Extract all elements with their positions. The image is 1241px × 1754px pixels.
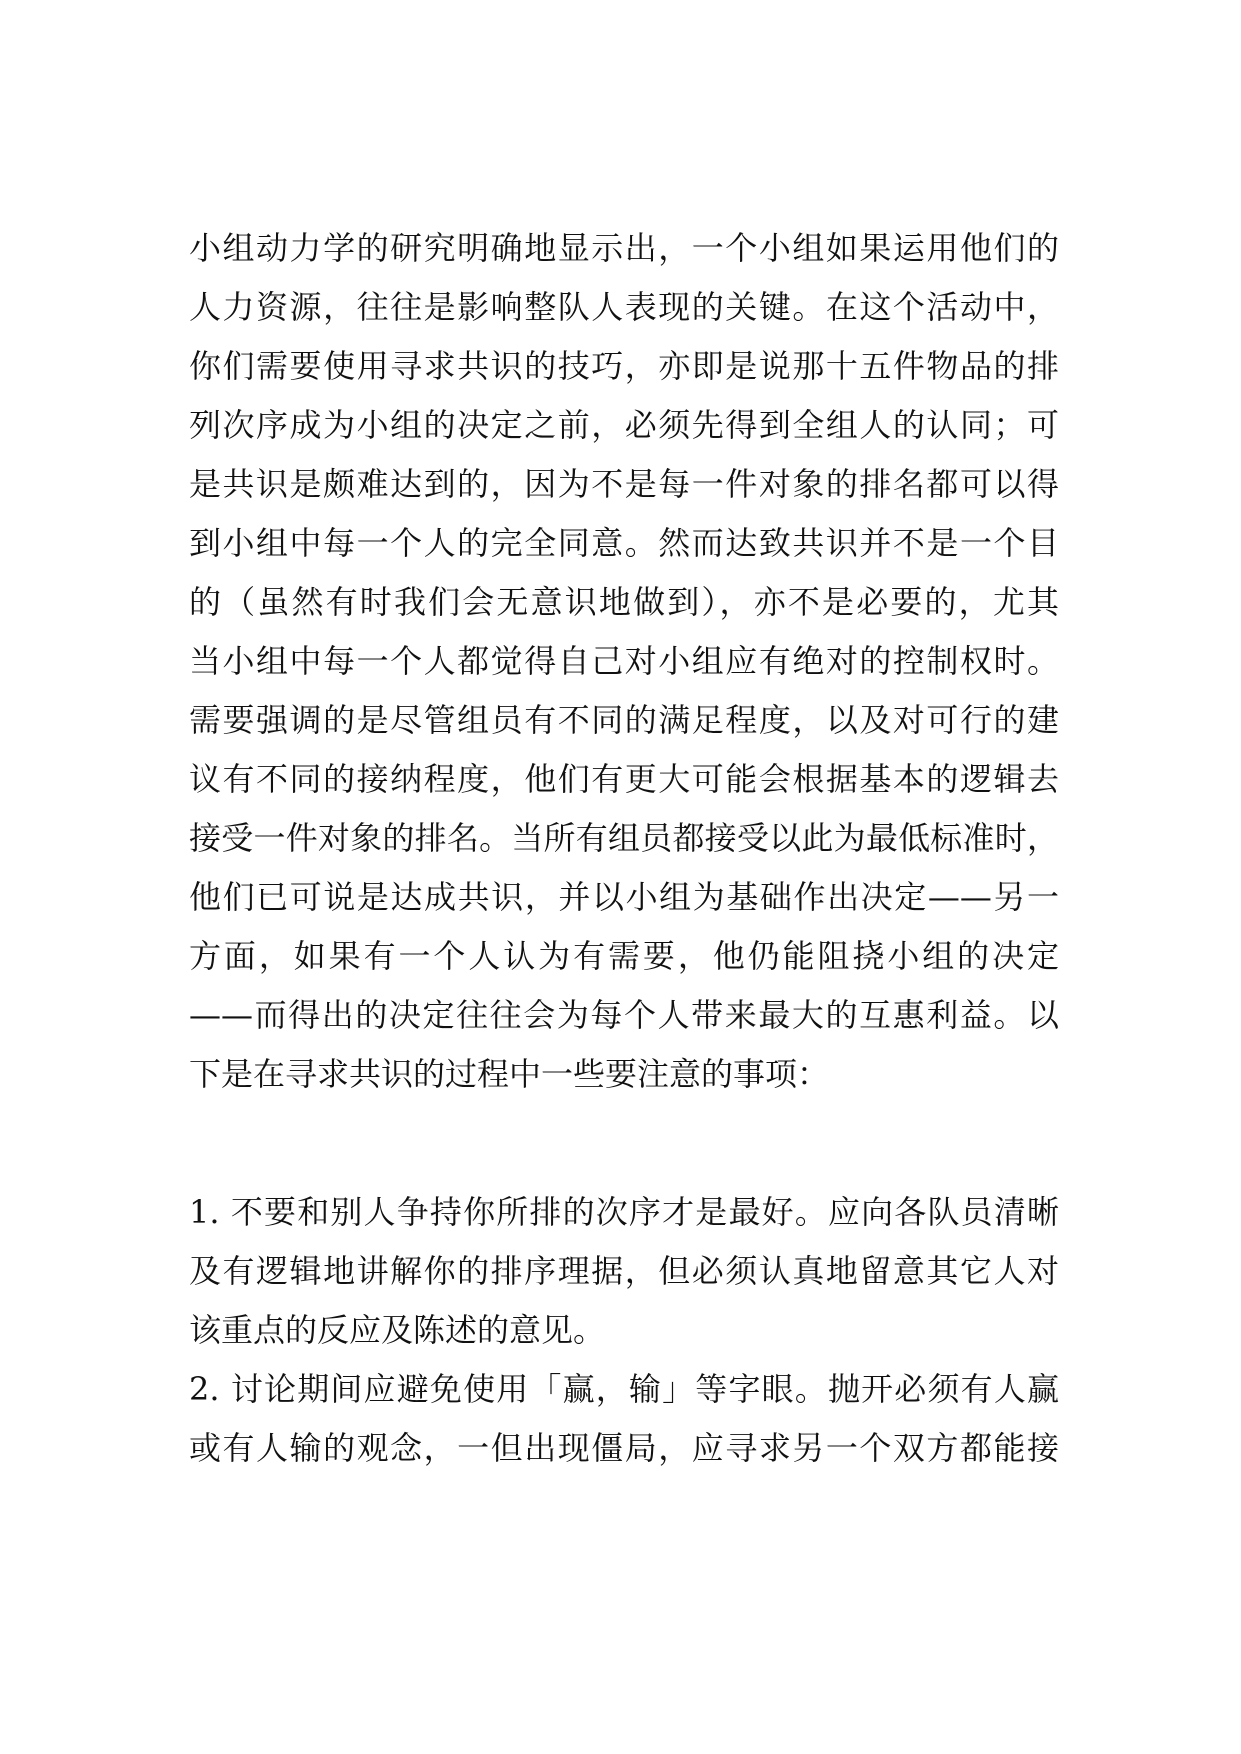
- text-line: ——而得出的决定往往会为每个人带来最大的互惠利益。以: [189, 996, 1059, 1034]
- list-item-2-line: 或有人输的观念，一但出现僵局，应寻求另一个双方都能接: [189, 1429, 1059, 1467]
- text-line: 列次序成为小组的决定之前，必须先得到全组人的认同；可: [189, 406, 1059, 444]
- text-line: 小组动力学的研究明确地显示出，一个小组如果运用他们的: [189, 229, 1059, 267]
- paragraph-consensus-intro: [189, 219, 1059, 1104]
- list-item-1-line: 及有逻辑地讲解你的排序理据，但必须认真地留意其它人对: [189, 1252, 1059, 1290]
- text-line: 方面，如果有一个人认为有需要，他仍能阻挠小组的决定: [189, 937, 1059, 975]
- text-line: 议有不同的接纳程度，他们有更大可能会根据基本的逻辑去: [189, 760, 1059, 798]
- text-line: 是共识是颇难达到的，因为不是每一件对象的排名都可以得: [189, 465, 1059, 503]
- text-line: 下是在寻求共识的过程中一些要注意的事项：: [189, 1055, 830, 1093]
- text-line: 你们需要使用寻求共识的技巧，亦即是说那十五件物品的排: [189, 347, 1059, 385]
- text-line: 需要强调的是尽管组员有不同的满足程度，以及对可行的建: [189, 701, 1059, 739]
- list-item-1-line: 该重点的反应及陈述的意见。: [189, 1311, 606, 1349]
- text-line: 人力资源，往往是影响整队人表现的关键。在这个活动中，: [189, 288, 1059, 326]
- text-line: 接受一件对象的排名。当所有组员都接受以此为最低标准时，: [189, 819, 1059, 857]
- text-line: 他们已可说是达成共识，并以小组为基础作出决定——另一: [189, 878, 1059, 916]
- consensus-tips-list: [189, 1183, 1059, 1478]
- list-item-2-line: 2. 讨论期间应避免使用「赢，输」等字眼。抛开必须有人赢: [189, 1370, 1059, 1408]
- text-line: 到小组中每一个人的完全同意。然而达致共识并不是一个目: [189, 524, 1059, 562]
- text-line: 当小组中每一个人都觉得自己对小组应有绝对的控制权时。: [189, 642, 1059, 680]
- text-line: 的（虽然有时我们会无意识地做到），亦不是必要的，尤其: [189, 583, 1059, 621]
- list-item-1-line: 1. 不要和别人争持你所排的次序才是最好。应向各队员清晰: [189, 1193, 1059, 1231]
